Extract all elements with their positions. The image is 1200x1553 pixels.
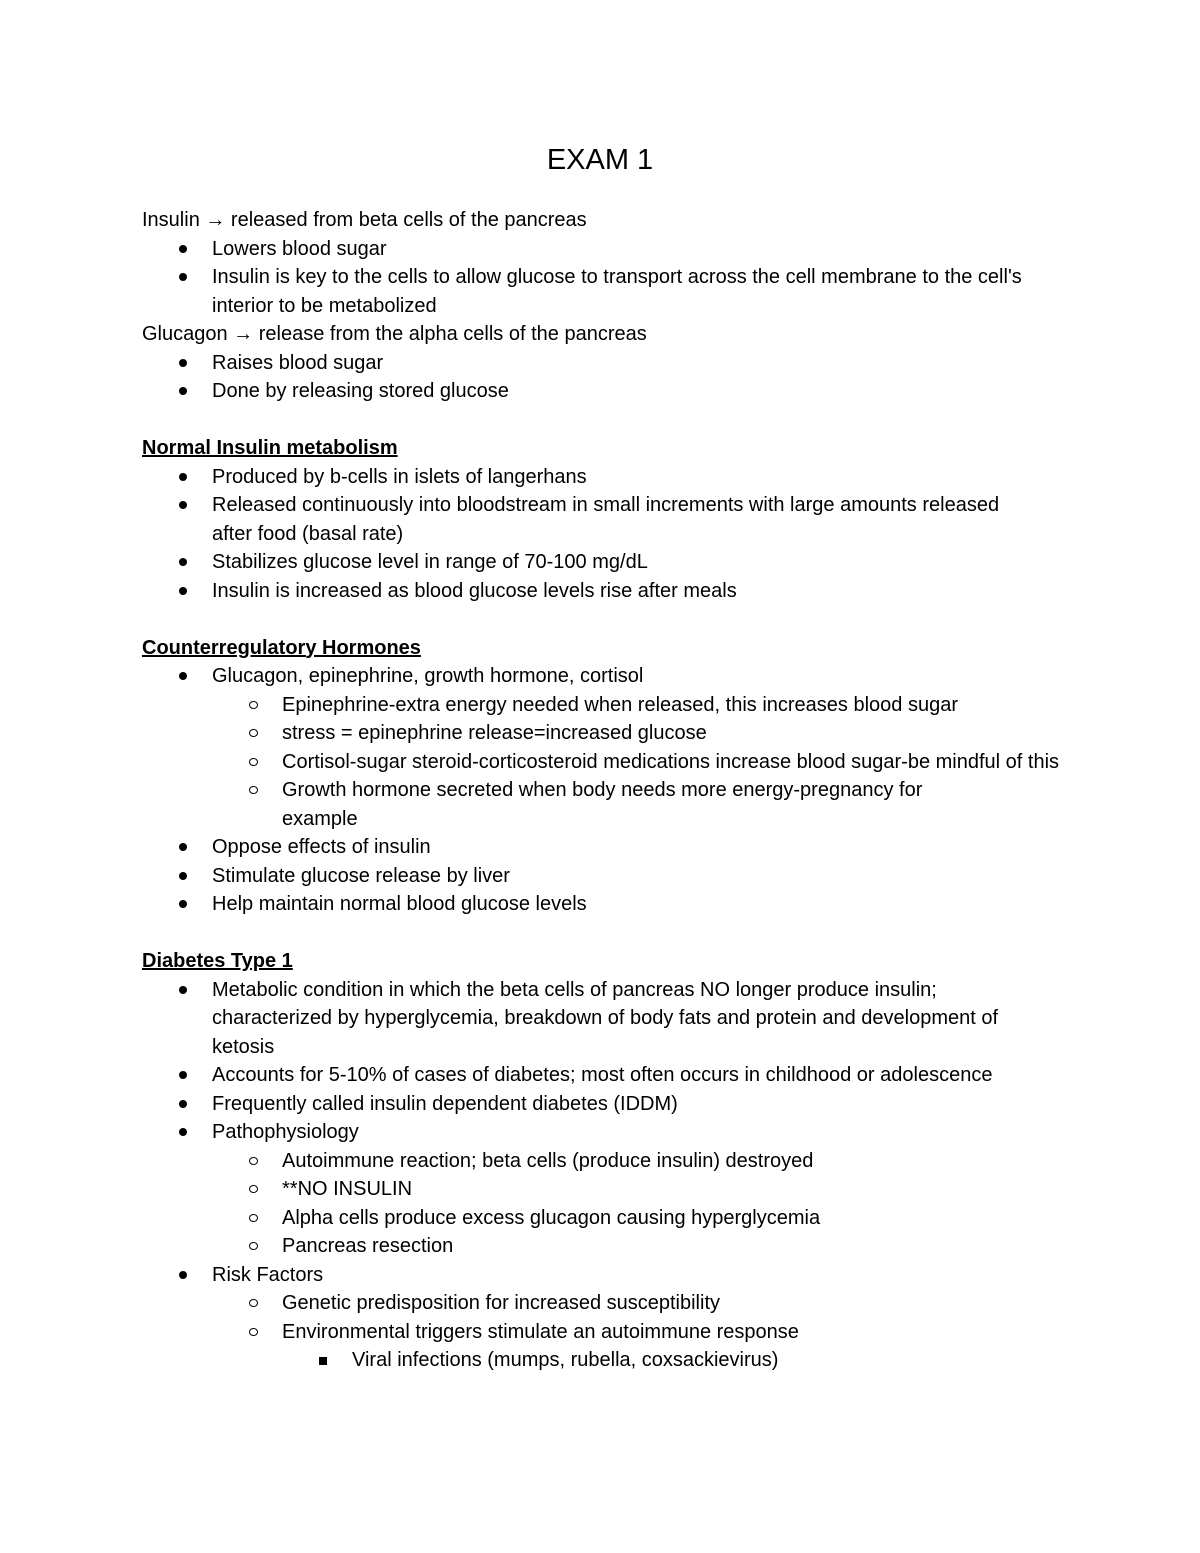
bullet-disc-icon xyxy=(179,1071,187,1079)
list-item: Growth hormone secreted when body needs more energy-pregnancy for example xyxy=(212,776,1072,833)
list-item: Frequently called insulin dependent diabetes (IDDM) xyxy=(142,1090,1072,1119)
bullet-circle-icon xyxy=(249,729,258,737)
bullet-disc-icon xyxy=(179,587,187,595)
document-body xyxy=(142,206,1072,1375)
bullet-square-icon xyxy=(319,1357,327,1365)
list-item: **NO INSULIN xyxy=(212,1175,1072,1204)
list-item: stress = epinephrine release=increased glucose xyxy=(212,719,1072,748)
bullet-circle-icon xyxy=(249,1242,258,1250)
bullet-disc-icon xyxy=(179,359,187,367)
list-item: Help maintain normal blood glucose levels xyxy=(142,890,1072,919)
bullet-circle-icon xyxy=(249,1299,258,1307)
risk-factors-sublist xyxy=(142,1289,1072,1375)
list-item: Glucagon, epinephrine, growth hormone, cortisol Epinephrine-extra energy needed when released, this increases blood sugar stress = epinephrine release=increased glucose Cortisol-sugar steroid-corticosteroid medications increase blood sugar-be mindful of this Growth hormone secreted when body needs more energy-pregnancy for example xyxy=(142,662,1072,833)
list-item: Lowers blood sugar xyxy=(142,235,1072,264)
list-item: Viral infections (mumps, rubella, coxsackievirus) xyxy=(282,1346,1072,1375)
bullet-disc-icon xyxy=(179,872,187,880)
list-item: Produced by b-cells in islets of langerhans xyxy=(142,463,1072,492)
bullet-disc-icon xyxy=(179,387,187,395)
list-item: Pathophysiology Autoimmune reaction; beta cells (produce insulin) destroyed **NO INSULIN Alpha cells produce excess glucagon causing hyperglycemia Pancreas resection xyxy=(142,1118,1072,1261)
bullet-disc-icon xyxy=(179,986,187,994)
pathophysiology-sublist xyxy=(142,1147,1072,1261)
bullet-circle-icon xyxy=(249,1328,258,1336)
bullet-disc-icon xyxy=(179,245,187,253)
list-item: Stabilizes glucose level in range of 70-100 mg/dL xyxy=(142,548,1072,577)
bullet-disc-icon xyxy=(179,1100,187,1108)
list-item: Genetic predisposition for increased susceptibility xyxy=(212,1289,1072,1318)
list-item: Risk Factors Genetic predisposition for increased susceptibility Environmental triggers stimulate an autoimmune response Viral infections (mumps, rubella, coxsackievirus) xyxy=(142,1261,1072,1375)
normal-insulin-list xyxy=(142,463,1072,606)
bullet-disc-icon xyxy=(179,501,187,509)
section-heading-counterregulatory: Counterregulatory Hormones xyxy=(142,636,421,659)
bullet-circle-icon xyxy=(249,1214,258,1222)
list-item: Stimulate glucose release by liver xyxy=(142,862,1072,891)
section-heading-normal-insulin: Normal Insulin metabolism xyxy=(142,437,398,459)
list-item: Done by releasing stored glucose xyxy=(142,377,1072,406)
bullet-disc-icon xyxy=(179,1271,187,1279)
list-item: Epinephrine-extra energy needed when released, this increases blood sugar xyxy=(212,691,1072,720)
bullet-disc-icon xyxy=(179,900,187,908)
list-item: Alpha cells produce excess glucagon causing hyperglycemia xyxy=(212,1204,1072,1233)
page-title: EXAM 1 xyxy=(546,144,654,176)
bullet-disc-icon xyxy=(179,672,187,680)
list-item: Cortisol-sugar steroid-corticosteroid medications increase blood sugar-be mindful of this xyxy=(212,748,1072,777)
bullet-disc-icon xyxy=(179,558,187,566)
bullet-disc-icon xyxy=(179,273,187,281)
list-item: Environmental triggers stimulate an autoimmune response Viral infections (mumps, rubella, coxsackievirus) xyxy=(212,1318,1072,1375)
insulin-list xyxy=(142,235,1072,321)
glucagon-line: Glucagon → release from the alpha cells of the pancreas xyxy=(142,323,647,345)
list-item: Accounts for 5-10% of cases of diabetes; most often occurs in childhood or adolescence xyxy=(142,1061,1072,1090)
list-item: Insulin is increased as blood glucose levels rise after meals xyxy=(142,577,1072,606)
counterregulatory-list xyxy=(142,662,1072,919)
list-item: Metabolic condition in which the beta cells of pancreas NO longer produce insulin; characterized by hyperglycemia, breakdown of body fats and protein and development of ketosis xyxy=(142,976,1072,1062)
diabetes-type1-list xyxy=(142,976,1072,1375)
bullet-disc-icon xyxy=(179,1128,187,1136)
bullet-circle-icon xyxy=(249,1157,258,1165)
list-item: Autoimmune reaction; beta cells (produce insulin) destroyed xyxy=(212,1147,1072,1176)
section-heading-diabetes-type-1: Diabetes Type 1 xyxy=(142,950,293,972)
environmental-triggers-sublist xyxy=(212,1346,1072,1375)
glucagon-list xyxy=(142,349,1072,406)
bullet-disc-icon xyxy=(179,843,187,851)
list-item: Pancreas resection xyxy=(212,1232,1072,1261)
bullet-circle-icon xyxy=(249,786,258,794)
list-item: Raises blood sugar xyxy=(142,349,1072,378)
insulin-line: Insulin → released from beta cells of the pancreas xyxy=(142,209,587,231)
bullet-disc-icon xyxy=(179,473,187,481)
list-item: Insulin is key to the cells to allow glucose to transport across the cell membrane to the cell's interior to be metabolized xyxy=(142,263,1072,320)
bullet-circle-icon xyxy=(249,1185,258,1193)
list-item: Oppose effects of insulin xyxy=(142,833,1072,862)
list-item: Released continuously into bloodstream in small increments with large amounts released after food (basal rate) xyxy=(142,491,1072,548)
bullet-circle-icon xyxy=(249,701,258,709)
counterregulatory-sublist xyxy=(142,691,1072,834)
bullet-circle-icon xyxy=(249,758,258,766)
